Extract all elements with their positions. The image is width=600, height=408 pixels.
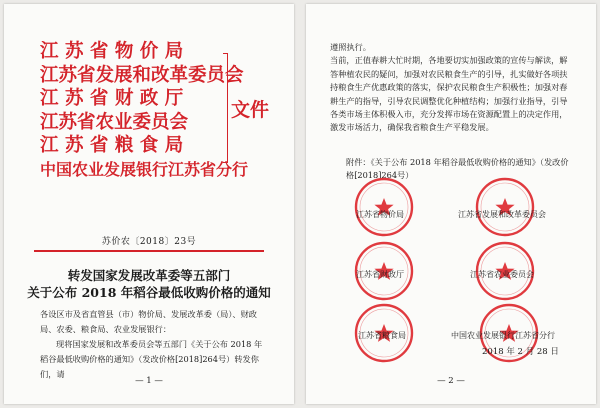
issuing-unit-price-bureau: 江苏省物价局 xyxy=(356,210,404,219)
body-paragraph-right: 遵照执行。 当前，正值春耕大忙时期，各地要切实加强政策的宣传与解读，解答种植农民的疑问，加强对农民粮食生产的引导，扎实做好各项扶持粮食生产优惠政策的落实，保护农民粮食生产积极性；加强对春耕生产的指导，引导农民调整优化种植结构；加强行业指导，引导各类市场主体积极入市，充分发挥市场在资源配置上的决定作用，激发市场活力，确保我省粮食生产平稳发展。 xyxy=(330,42,568,133)
issuing-unit-agri-bank: 中国农业发展银行江苏省分行 xyxy=(451,331,555,340)
issuing-unit-development-reform: 江苏省发展和改革委员会 xyxy=(458,210,546,219)
page-right xyxy=(306,4,596,404)
issuing-unit-finance: 江苏省财政厅 xyxy=(356,270,404,279)
wenjian-label: 文件 xyxy=(231,99,270,121)
recipients-paragraph: 各设区市及省直管县（市）物价局、发展改革委（局）、财政局、农委、粮食局、农业发展银行： xyxy=(40,309,257,334)
agency-bracket xyxy=(223,53,228,163)
red-divider xyxy=(34,250,264,252)
agency-price-bureau: 江 苏 省 物 价 局 xyxy=(40,41,184,62)
issuing-unit-grain: 江苏省粮食局 xyxy=(358,331,406,340)
agency-header xyxy=(40,40,249,181)
official-seal-icon xyxy=(353,176,415,238)
page-number-left: — 1 — xyxy=(135,376,163,386)
page-number-right: — 2 — xyxy=(437,376,465,386)
agency-agriculture: 江苏省农业委员会 xyxy=(40,111,189,133)
document-title-line-2: 关于公布 2018 年稻谷最低收购价格的通知 xyxy=(27,285,271,300)
page-left xyxy=(4,4,294,404)
agency-grain: 江 苏 省 粮 食 局 xyxy=(40,135,184,156)
document-number: 苏价农〔2018〕23号 xyxy=(101,237,197,247)
attachment-note: 附件：《关于公布 2018 年稻谷最低收购价格的通知》（发改价格[2018]264号） xyxy=(346,157,569,181)
body-paragraph-left: 现将国家发展和改革委员会等五部门《关于公布 2018 年稻谷最低收购价格的通知》（发改价格[2018]264号）转发你们，请 xyxy=(40,339,263,379)
agency-agri-bank: 中国农业发展银行江苏省分行 xyxy=(40,159,249,179)
official-seal-icon xyxy=(474,176,536,238)
agency-finance: 江 苏 省 财 政 厅 xyxy=(40,88,184,109)
issue-date: 2018 年 2 月 28 日 xyxy=(482,347,559,357)
document-title-line-1: 转发国家发展改革委等五部门 xyxy=(67,268,231,283)
agency-development-reform: 江苏省发展和改革委员会 xyxy=(40,64,244,86)
issuing-unit-agriculture: 江苏省农业委员会 xyxy=(470,270,534,279)
